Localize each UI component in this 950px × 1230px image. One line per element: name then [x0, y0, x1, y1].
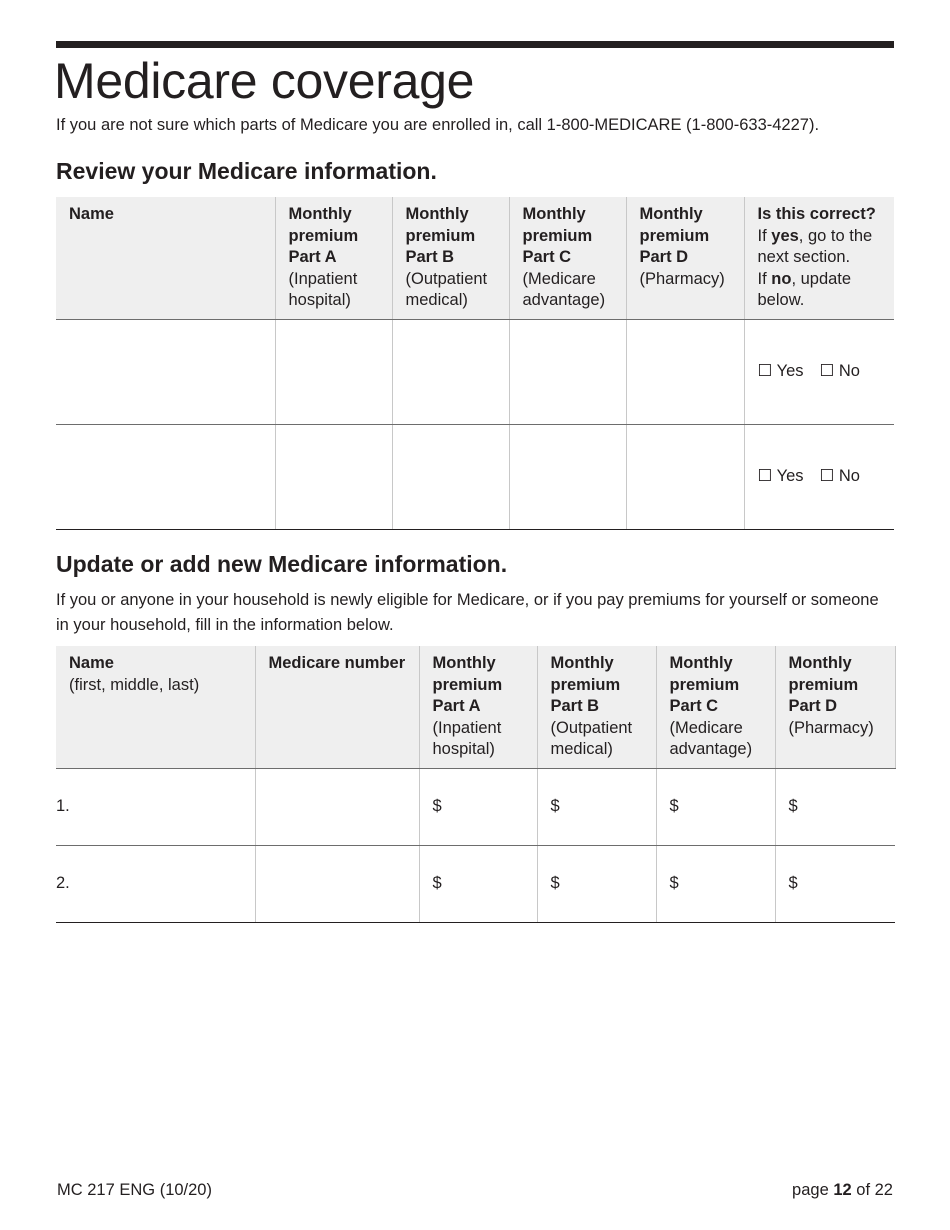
name-cell[interactable]: 2. [56, 845, 255, 922]
no-checkbox[interactable]: ☐ No [819, 466, 860, 485]
part-b-cell[interactable]: $ [537, 768, 656, 845]
update-table [56, 646, 896, 923]
name-cell[interactable] [56, 319, 275, 424]
col-medicare-number: Medicare number [255, 646, 419, 768]
part-a-cell[interactable] [275, 319, 392, 424]
col-part-d: Monthly premium Part D (Pharmacy) [626, 197, 744, 319]
part-d-cell[interactable] [626, 319, 744, 424]
name-cell[interactable]: 1. [56, 768, 255, 845]
col-part-b: Monthly premium Part B (Outpatient medical) [392, 197, 509, 319]
medicare-number-cell[interactable] [255, 845, 419, 922]
part-a-cell[interactable]: $ [419, 768, 537, 845]
col-part-c: Monthly premium Part C (Medicare advantage) [656, 646, 775, 768]
col-part-b: Monthly premium Part B (Outpatient medical) [537, 646, 656, 768]
part-b-cell[interactable] [392, 319, 509, 424]
col-is-correct: Is this correct? If yes, go to the next section. If no, update below. [744, 197, 894, 319]
correct-cell [744, 319, 894, 424]
page-title: Medicare coverage [54, 53, 475, 109]
yes-checkbox[interactable]: ☐ Yes [757, 361, 804, 380]
table-row [56, 768, 895, 845]
table-row [56, 424, 894, 529]
col-name: Name (first, middle, last) [56, 646, 255, 768]
part-c-cell[interactable]: $ [656, 768, 775, 845]
part-d-cell[interactable]: $ [775, 768, 895, 845]
table-row [56, 319, 894, 424]
update-paragraph: If you or anyone in your household is newly eligible for Medicare, or if you pay premiums for yourself or someone in your household, fill in the information below. [56, 591, 879, 634]
correct-cell [744, 424, 894, 529]
medicare-number-cell[interactable] [255, 768, 419, 845]
update-header-row [56, 646, 895, 768]
col-name: Name [56, 197, 275, 319]
review-heading: Review your Medicare information. [56, 158, 437, 184]
subtitle: If you are not sure which parts of Medicare you are enrolled in, call 1-800-MEDICARE (1-800-633-4227). [56, 116, 820, 134]
col-part-a: Monthly premium Part A (Inpatient hospital) [419, 646, 537, 768]
part-a-cell[interactable]: $ [419, 845, 537, 922]
yes-checkbox[interactable]: ☐ Yes [757, 466, 804, 485]
review-header-row [56, 197, 894, 319]
update-heading: Update or add new Medicare information. [56, 551, 508, 577]
review-table [56, 197, 894, 530]
top-rule [56, 41, 894, 48]
part-c-cell[interactable] [509, 319, 626, 424]
form-id: MC 217 ENG (10/20) [57, 1181, 212, 1199]
part-d-cell[interactable]: $ [775, 845, 895, 922]
part-d-cell[interactable] [626, 424, 744, 529]
table-row [56, 845, 895, 922]
part-c-cell[interactable] [509, 424, 626, 529]
no-checkbox[interactable]: ☐ No [819, 361, 860, 380]
part-c-cell[interactable]: $ [656, 845, 775, 922]
part-b-cell[interactable]: $ [537, 845, 656, 922]
part-a-cell[interactable] [275, 424, 392, 529]
col-part-a: Monthly premium Part A (Inpatient hospital) [275, 197, 392, 319]
part-b-cell[interactable] [392, 424, 509, 529]
page-number: page 12 of 22 [792, 1181, 893, 1199]
col-part-c: Monthly premium Part C (Medicare advantage) [509, 197, 626, 319]
col-part-d: Monthly premium Part D (Pharmacy) [775, 646, 895, 768]
name-cell[interactable] [56, 424, 275, 529]
